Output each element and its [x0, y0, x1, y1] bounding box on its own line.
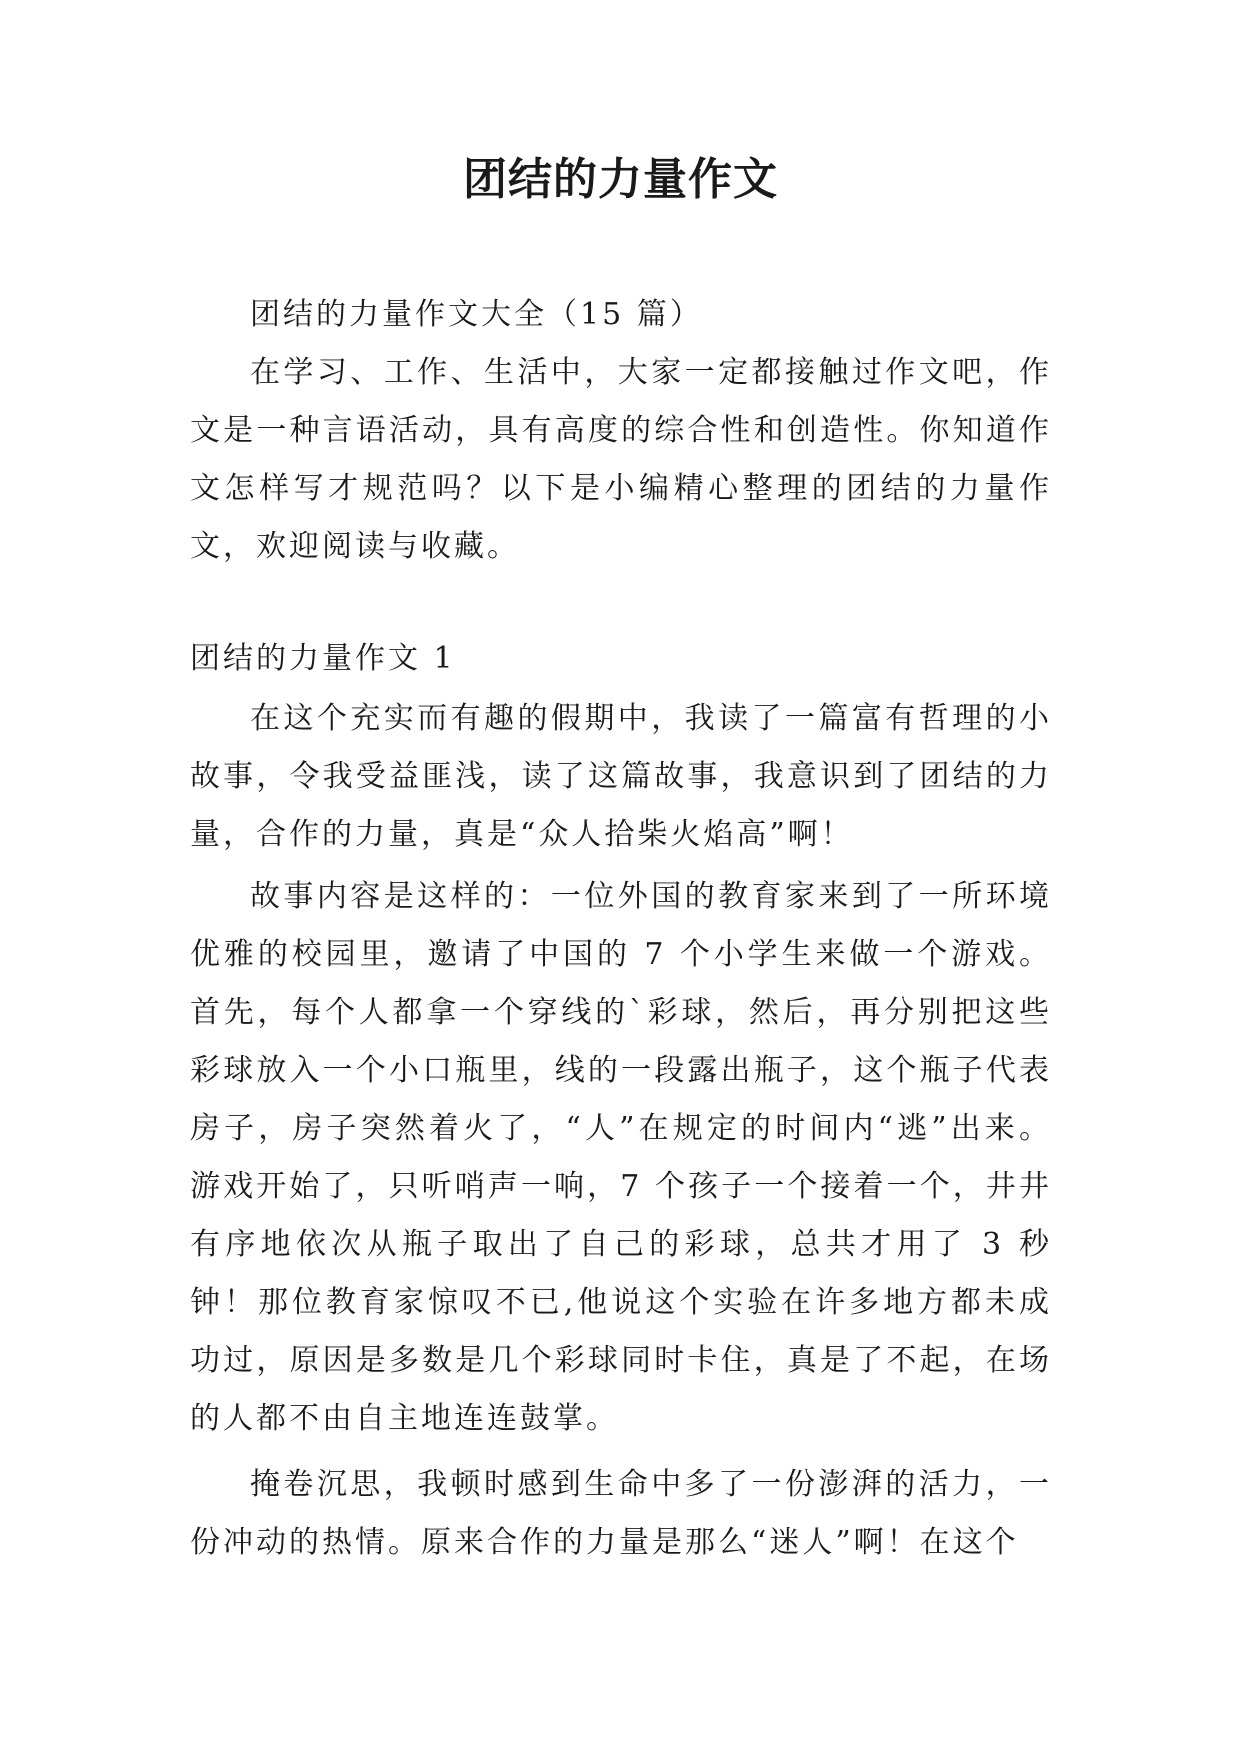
body-paragraph-1: 在这个充实而有趣的假期中，我读了一篇富有哲理的小故事，令我受益匪浅，读了这篇故事，我意识到了团结的力量，合作的力量，真是“众人拾柴火焰高”啊！	[190, 701, 1052, 852]
body-paragraph-2: 故事内容是这样的：一位外国的教育家来到了一所环境优雅的校园里，邀请了中国的 7 个小学生来做一个游戏。首先，每个人都拿一个穿线的`彩球，然后，再分别把这些彩球放入一个小口瓶里，线的一段露出瓶子，这个瓶子代表房子，房子突然着火了，“人”在规定的时间内“逃”出来。游戏开始了，只听哨声一响，7 个孩子一个接着一个，井井有序地依次从瓶子取出了自己的彩球，总共才用了 3 秒钟！那位教育家惊叹不已,他说这个实验在许多地方都未成功过，原因是多数是几个彩球同时卡住，真是了不起，在场的人都不由自主地连连鼓掌。	[190, 879, 1052, 1436]
body-paragraph-3: 掩卷沉思，我顿时感到生命中多了一份澎湃的活力，一份冲动的热情。原来合作的力量是那么“迷人”啊！在这个	[190, 1467, 1052, 1560]
section-heading: 团结的力量作文 1	[190, 641, 456, 676]
document-title: 团结的力量作文	[463, 154, 778, 205]
document-subtitle: 团结的力量作文大全（15 篇）	[250, 297, 703, 332]
intro-paragraph: 在学习、工作、生活中，大家一定都接触过作文吧，作文是一种言语活动，具有高度的综合性和创造性。你知道作文怎样写才规范吗？以下是小编精心整理的团结的力量作文，欢迎阅读与收藏。	[190, 355, 1052, 564]
